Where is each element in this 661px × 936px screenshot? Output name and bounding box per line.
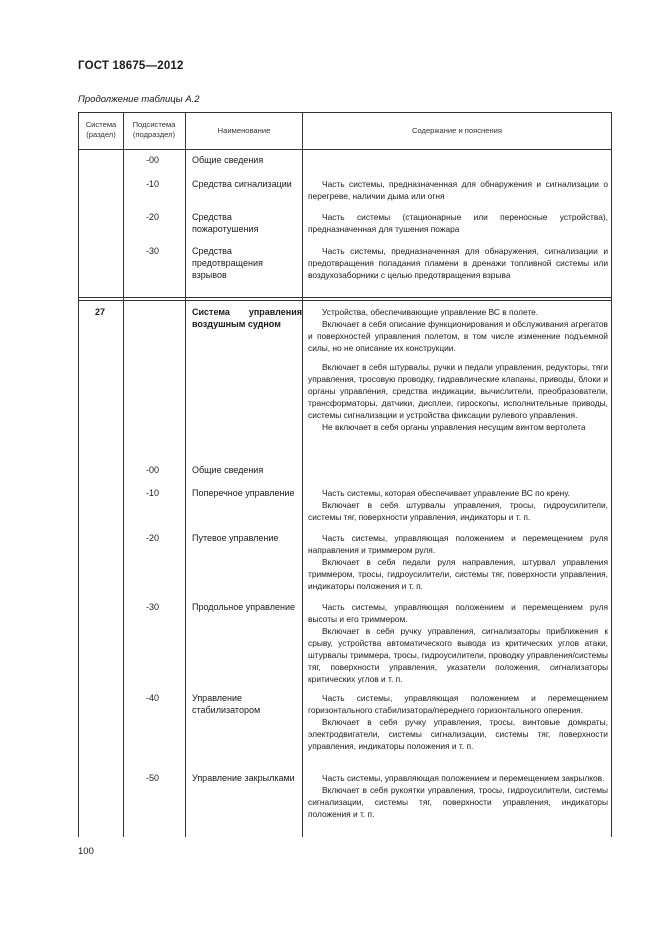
subsystem-code: -30 <box>146 246 160 256</box>
subsystem-description: Часть системы, которая обеспечивает управление ВС по крену. Включает в себя штурвалы управления, тросы, гидроусилители, системы тяг, поверхности управления, индикаторы и т. п. <box>308 488 608 522</box>
column-border <box>78 112 79 837</box>
column-header-content: Содержание и пояснения <box>411 126 503 135</box>
subsystem-description: Часть системы, предназначенная для обнаружения и сигнализации о перегреве, наличии дыма или огня <box>308 179 608 201</box>
subsystem-code: -40 <box>146 693 160 703</box>
subsystem-code: -50 <box>146 773 160 783</box>
subsystem-code: -00 <box>146 465 160 475</box>
column-header-name: Наименование <box>217 126 271 135</box>
subsystem-description: Часть системы (стационарные или переносные устройства), предназначенная для тушения пожара <box>308 212 608 234</box>
column-border <box>123 112 124 837</box>
document-title: ГОСТ 18675—2012 <box>78 60 184 72</box>
subsystem-description: Часть системы, управляющая положением и перемещением руля направления и триммером руля. Включает в себя педали руля направления, штурвал управления триммером, тросы, гидроусилители, системы тяг, поверхности управления, индикаторы положения и т. п. <box>308 533 608 591</box>
subsystem-description: Часть системы, управляющая положением и перемещением закрылков. Включает в себя рукоятки управления, тросы, гидроусилители, системы сигнализации, системы тяг, поверхности управления, индикаторы положения и т. п. <box>308 773 608 819</box>
subsystem-name: Общие сведения <box>192 465 264 475</box>
subsystem-description: Часть системы, управляющая положением и перемещением горизонтального стабилизатора/переднего горизонтального оперения. Включает в себя ручку управления, тросы, винтовые домкраты, электродвигатели, системы сигнализации, системы тяг, поверхности управления, индикаторы положения и т. п. <box>308 693 608 751</box>
column-header-subsystem: Подсистема (подраздел) <box>132 120 176 139</box>
table-top-border <box>78 112 611 113</box>
subsystem-name: Продольное управление <box>192 602 295 612</box>
system-name: Система управления воздушным судном <box>192 307 302 329</box>
subsystem-name: Средства пожаротушения <box>192 212 259 234</box>
subsystem-name: Управление закрылками <box>192 773 295 783</box>
group-separator-2 <box>78 300 611 301</box>
subsystem-code: -10 <box>146 179 160 189</box>
column-header-system: Система (раздел) <box>85 120 117 139</box>
subsystem-name: Средства сигнализации <box>192 179 292 189</box>
column-border <box>185 112 186 837</box>
subsystem-code: -20 <box>146 533 160 543</box>
subsystem-code: -20 <box>146 212 160 222</box>
table-caption: Продолжение таблицы А.2 <box>78 94 200 105</box>
system-description-details: Включает в себя штурвалы, ручки и педали управления, редукторы, тяги управления, тросовую проводку, гидравлические клапаны, приводы, блоки и органы управления, средства индикации, вычислители, преобразователи, трансформаторы, датчики, дисплеи, гироскопы, исполнительные приводы, системы сигнализации и устройства фиксации рулевого управления. Не включает в себя органы управления несущим винтом вертолета <box>308 362 608 432</box>
system-description: Устройства, обеспечивающие управление ВС в полете. Включает в себя описание функционирования и обслуживания агрегатов и поверхностей управления полетом, в том числе изменение подъемной силы, но не описание их конструкции. <box>308 307 608 353</box>
group-separator <box>78 297 611 298</box>
subsystem-code: -30 <box>146 602 160 612</box>
subsystem-name: Общие сведения <box>192 155 264 165</box>
subsystem-description: Часть системы, управляющая положением и перемещением руля высоты и его триммером. Включает в себя ручку управления, сигнализаторы приближения к срыву, устройства автоматического вывода из критических углов атаки, штурвалы триммера, тросы, гидроусилители, проводку управления/системы тяг, поверхности управления, указатели положения, сигнализаторы критических углов и т. п. <box>308 602 608 684</box>
subsystem-name: Поперечное управление <box>192 488 295 498</box>
subsystem-code: -10 <box>146 488 160 498</box>
subsystem-name: Управление стабилизатором <box>192 693 261 715</box>
column-border <box>302 112 303 837</box>
subsystem-code: -00 <box>146 155 160 165</box>
header-bottom-border <box>78 149 611 150</box>
subsystem-name: Путевое управление <box>192 533 279 543</box>
subsystem-description: Часть системы, предназначенная для обнаружения, сигнализации и предотвращения попадания пламени в дренажи топливной системы или воздухозаборники с целью предотвращения взрыва <box>308 246 608 280</box>
system-number: 27 <box>95 307 106 317</box>
subsystem-name: Средства предотвращения взрывов <box>192 246 263 280</box>
page-number: 100 <box>78 846 94 857</box>
column-border <box>611 112 612 837</box>
